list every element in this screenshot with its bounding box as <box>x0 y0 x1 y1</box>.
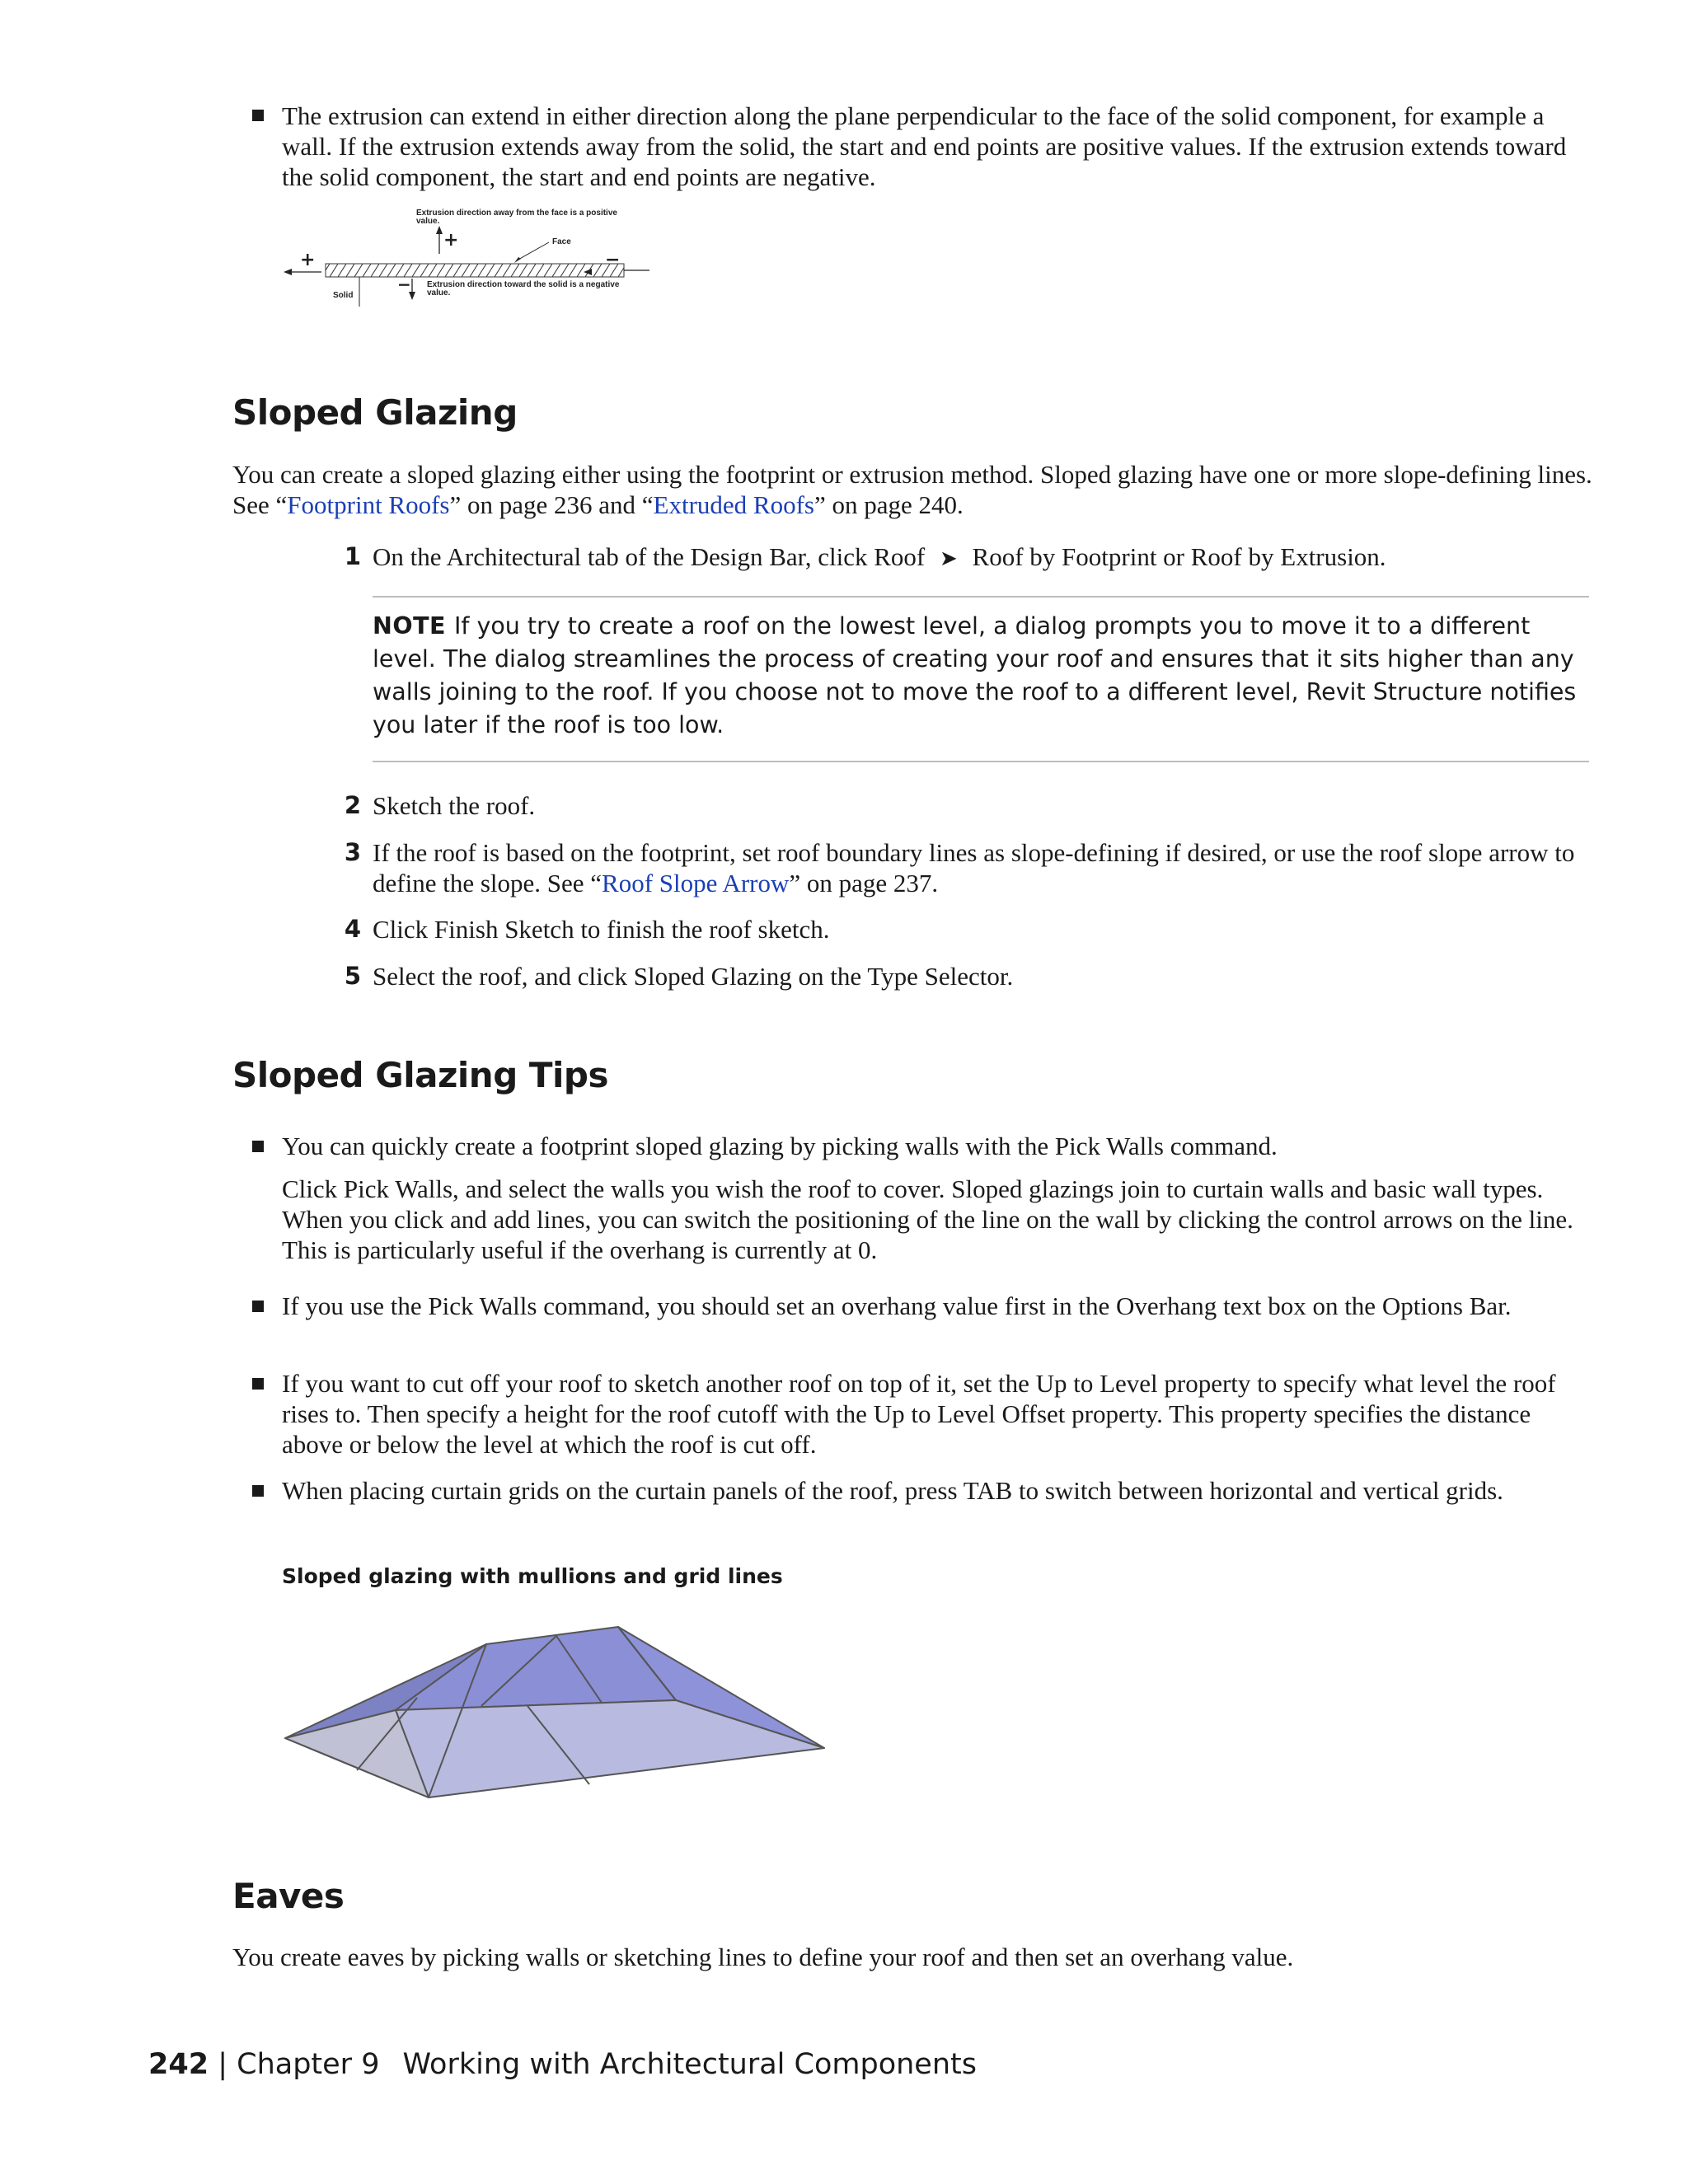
note-text: If you try to create a roof on the lowest level, a dialog prompts you to move it to a different level. The dialog streamlines the process of creating your roof and ensures that it sits higher than any walls joining to the roof. If you choose not to move the roof to a different level, Revit Structure notifies you later if the roof is too low. <box>373 612 1577 738</box>
step-4-text: Click Finish Sketch to finish the roof sketch. <box>373 915 830 944</box>
bullet-icon <box>252 1301 264 1312</box>
step-3-number: 3 <box>344 838 361 866</box>
step-3-text-a: If the roof is based on the footprint, set roof boundary lines as slope-defining if desired, or use the roof slope arrow to define the slope. See “ <box>373 838 1575 898</box>
tip-2-text: If you use the Pick Walls command, you should set an overhang value first in the Overhang text box on the Options Bar. <box>282 1291 1512 1320</box>
hatched-solid <box>326 264 624 277</box>
heading-sloped-glazing-tips: Sloped Glazing Tips <box>232 1055 608 1095</box>
extruded-roofs-link[interactable]: Extruded Roofs <box>653 490 814 519</box>
label-face: Face <box>552 237 571 246</box>
label-toward-2: value. <box>427 288 451 298</box>
footer-chapter: Chapter 9 <box>237 2048 380 2081</box>
note-rule-bottom <box>373 761 1589 762</box>
page-number: 242 <box>148 2048 209 2081</box>
figure-caption: Sloped glazing with mullions and grid lines <box>282 1564 783 1588</box>
bullet-icon <box>252 110 264 121</box>
bullet-icon <box>252 1378 264 1390</box>
footer-separator: | <box>218 2048 227 2081</box>
tip-1-text: You can quickly create a footprint sloped glazing by picking walls with the Pick Walls command. <box>282 1132 1278 1160</box>
sloped-glazing-figure <box>280 1615 832 1821</box>
note-label: NOTE <box>373 612 446 640</box>
step-5-text: Select the roof, and click Sloped Glazing on the Type Selector. <box>373 962 1014 991</box>
footprint-roofs-link[interactable]: Footprint Roofs <box>287 490 450 519</box>
eaves-text: You create eaves by picking walls or sketching lines to define your roof and then set an overhang value. <box>232 1943 1294 1971</box>
step-2-text: Sketch the roof. <box>373 791 536 820</box>
face-leader-head <box>514 257 521 263</box>
bullet-icon <box>252 1485 264 1497</box>
tip-4-text: When placing curtain grids on the curtain panels of the roof, press TAB to switch between horizontal and vertical grids. <box>282 1476 1503 1505</box>
heading-eaves: Eaves <box>232 1876 345 1916</box>
label-solid: Solid <box>333 291 354 300</box>
plus-up: + <box>443 230 459 251</box>
page-footer <box>148 2047 977 2082</box>
extrusion-diagram <box>280 198 676 313</box>
left-arrow-head <box>284 269 292 275</box>
tip-1-paragraph: Click Pick Walls, and select the walls you wish the roof to cover. Sloped glazings join to curtain walls and basic wall types. When you click and add lines, you can switch the positioning of the line on the wall by clicking the control arrows on the line. This is particularly useful if the overhang is currently at 0. <box>282 1174 1573 1264</box>
note-block <box>373 610 1589 742</box>
footer-chapter-title: Working with Architectural Components <box>402 2048 977 2081</box>
label-away-1: Extrusion direction away from the face is a positive <box>416 209 617 218</box>
step-1-text-a: On the Architectural tab of the Design Bar, click Roof <box>373 542 926 571</box>
step-3-text-b: ” on page 237. <box>789 869 939 898</box>
face-leader <box>517 242 549 260</box>
heading-sloped-glazing: Sloped Glazing <box>232 392 518 433</box>
minus-right: − <box>605 250 621 270</box>
label-toward-1: Extrusion direction toward the solid is a negative <box>427 280 620 289</box>
sloped-glazing-intro <box>232 459 1592 520</box>
note-rule-top <box>373 596 1589 598</box>
step-4-number: 4 <box>344 915 361 943</box>
roof-slope-arrow-link[interactable]: Roof Slope Arrow <box>602 869 790 898</box>
label-away-2: value. <box>416 217 440 226</box>
up-arrow-head <box>436 226 443 234</box>
intro-text-3: ” on page 240. <box>814 490 964 519</box>
intro-bullet-text: The extrusion can extend in either direction along the plane perpendicular to the face of the solid component, for example a wall. If the extrusion extends away from the solid, the start and end points are positive values. If the extrusion extends toward the solid component, the start and end points are negative. <box>282 101 1567 191</box>
step-1-number: 1 <box>344 542 361 570</box>
step-3-text <box>373 837 1592 898</box>
bullet-icon <box>252 1141 264 1152</box>
step-5-number: 5 <box>344 962 361 990</box>
minus-down: − <box>397 274 411 294</box>
step-1-text <box>373 541 1592 574</box>
tip-3-text: If you want to cut off your roof to sketch another roof on top of it, set the Up to Level property to specify what level the roof rises to. Then specify a height for the roof cutoff with the Up to Level Offset property. This property specifies the distance above or below the level at which the roof is cut off. <box>282 1369 1556 1459</box>
intro-text-1: You can create a sloped glazing either using the footprint or extrusion method. Sloped glazing have one or more slope-defining lines. See “ <box>232 460 1592 519</box>
menu-arrow-icon: ➤ <box>939 546 958 571</box>
step-1-text-b: Roof by Footprint or Roof by Extrusion. <box>972 542 1386 571</box>
intro-text-2: ” on page 236 and “ <box>449 490 654 519</box>
plus-left: + <box>300 250 316 270</box>
step-2-number: 2 <box>344 791 361 819</box>
